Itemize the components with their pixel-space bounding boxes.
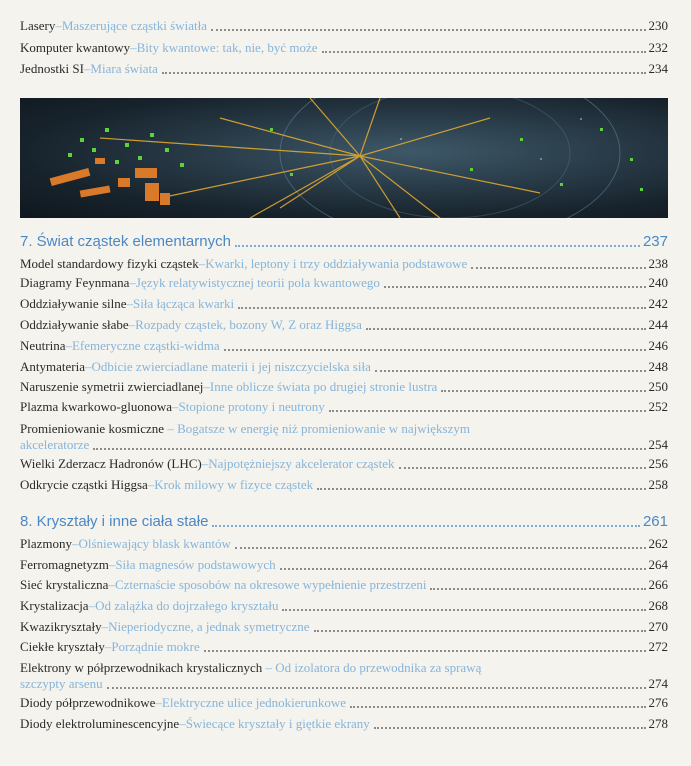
entry-separator: – [55, 18, 62, 33]
entry-separator: – [126, 296, 133, 311]
leader-dots [282, 608, 645, 611]
entry-page: 258 [648, 477, 668, 492]
entry-subtitle: Bogatsze w energię niż promieniowanie w największym [177, 421, 470, 436]
entry-page: 230 [648, 18, 668, 33]
leader-dots [375, 369, 646, 372]
toc-entry [20, 317, 668, 333]
entry-subtitle: Nieperiodyczne, a jednak symetryczne [108, 619, 310, 634]
chapter-title: 7. Świat cząstek elementarnych [20, 233, 231, 250]
toc-entry [20, 379, 668, 395]
entry-separator: – [83, 61, 91, 76]
toc-entry-komputer [20, 40, 668, 56]
entry-title: Kwazikryształy [20, 619, 102, 634]
entry-page: 278 [648, 716, 668, 731]
toc-entry [20, 456, 668, 472]
toc-entry [20, 275, 668, 291]
entry-subtitle: Krok milowy w fizyce cząstek [154, 477, 314, 492]
leader-dots [471, 266, 645, 269]
entry-subtitle: Od zalążka do dojrzałego kryształu [95, 598, 279, 613]
chapter-title: 8. Kryształy i inne ciała stałe [20, 513, 209, 530]
entry-title: Diagramy Feynmana [20, 275, 130, 290]
entry-page: 268 [648, 598, 668, 613]
chapter-page: 237 [642, 233, 668, 250]
leader-dots [441, 389, 645, 392]
entry-separator: – [147, 477, 155, 492]
entry-page: 262 [648, 536, 668, 551]
entry-subtitle: Odbicie zwierciadlane materii i jej niszczycielska siła [91, 359, 371, 374]
entry-separator: – [129, 275, 136, 290]
entry-page: 256 [648, 456, 668, 471]
entry-separator: – [201, 456, 209, 471]
toc-entry [20, 338, 668, 354]
entry-subtitle-continued: akceleratorze [20, 437, 90, 452]
entry-title: Lasery [20, 18, 56, 33]
entry-subtitle: Maszerujące cząstki światła [61, 18, 207, 33]
leader-dots [211, 28, 646, 31]
entry-subtitle: Najpotężniejszy akcelerator cząstek [208, 456, 395, 471]
leader-dots [366, 327, 646, 330]
entry-title: Diody półprzewodnikowe [20, 695, 156, 710]
entry-separator: – [88, 598, 96, 613]
entry-page: 276 [648, 695, 668, 710]
chapter-page: 261 [642, 513, 668, 530]
entry-title: Wielki Zderzacz Hadronów (LHC) [20, 456, 202, 471]
toc-entry [20, 695, 668, 711]
entry-page: 264 [648, 557, 668, 572]
entry-title: Krystalizacja [20, 598, 89, 613]
entry-separator: – [130, 40, 137, 55]
toc-entry [20, 619, 668, 635]
entry-subtitle: Efemeryczne cząstki-widma [71, 338, 220, 353]
leader-dots [350, 705, 646, 708]
leader-dots [93, 447, 645, 450]
toc-entry [20, 359, 668, 375]
entry-title: Plazma kwarkowo-gluonowa [20, 399, 172, 414]
leader-dots [235, 546, 646, 549]
entry-page: 272 [648, 639, 668, 654]
leader-dots [374, 726, 646, 729]
toc-entry [20, 296, 668, 312]
leader-dots [314, 629, 646, 632]
entry-page: 246 [648, 338, 668, 353]
toc-entry [20, 256, 668, 272]
entry-separator: – [203, 379, 210, 394]
toc-entry [20, 716, 668, 732]
leader-dots [107, 686, 646, 689]
toc-entry [20, 660, 668, 692]
entry-page: 232 [648, 40, 668, 55]
leader-dots [204, 649, 646, 652]
leader-dots [235, 244, 640, 247]
entry-title: Oddziaływanie silne [20, 296, 127, 311]
entry-subtitle: Świecące kryształy i giętkie ekrany [185, 716, 370, 731]
entry-subtitle: Od izolatora do przewodnika za sprawą [275, 660, 482, 675]
entry-title: Promieniowanie kosmiczne [20, 421, 165, 436]
entry-page: 244 [648, 317, 668, 332]
entry-subtitle: Siła magnesów podstawowych [115, 557, 276, 572]
entry-separator: – [104, 639, 112, 654]
collision-graphic [20, 98, 668, 218]
entry-separator: – [164, 421, 178, 436]
toc-entry-lasery [20, 18, 668, 34]
entry-separator: – [155, 695, 162, 710]
entry-separator: – [84, 359, 92, 374]
entry-title: Odkrycie cząstki Higgsa [20, 477, 148, 492]
chapter-7-heading [20, 233, 668, 251]
entry-subtitle-continued: szczypty arsenu [20, 676, 103, 691]
entry-title: Elektrony w półprzewodnikach krystalicznych [20, 660, 263, 675]
toc-entry [20, 577, 668, 593]
entry-separator: – [179, 716, 186, 731]
entry-title: Model standardowy fizyki cząstek [20, 256, 199, 271]
leader-dots [317, 487, 645, 490]
entry-page: 238 [648, 256, 668, 271]
entry-title: Sieć krystaliczna [20, 577, 109, 592]
entry-separator: – [65, 338, 72, 353]
entry-page: 254 [648, 437, 668, 452]
entry-page: 270 [648, 619, 668, 634]
entry-title: Diody elektroluminescencyjne [20, 716, 180, 731]
entry-separator: – [108, 577, 115, 592]
entry-separator: – [72, 536, 79, 551]
entry-separator: – [128, 317, 136, 332]
leader-dots [430, 587, 645, 590]
leader-dots [238, 306, 645, 309]
toc-entry [20, 399, 668, 415]
entry-page: 274 [648, 676, 668, 691]
entry-subtitle: Język relatywistycznej teorii pola kwantowego [135, 275, 380, 290]
toc-entry [20, 477, 668, 493]
entry-subtitle: Stopione protony i neutrony [178, 399, 325, 414]
entry-page: 242 [648, 296, 668, 311]
entry-title: Naruszenie symetrii zwierciadlanej [20, 379, 204, 394]
entry-separator: – [198, 256, 206, 271]
toc-entry [20, 639, 668, 655]
toc-entry [20, 536, 668, 552]
entry-page: 240 [648, 275, 668, 290]
entry-subtitle: Olśniewający blask kwantów [78, 536, 231, 551]
entry-subtitle: Kwarki, leptony i trzy oddziaływania podstawowe [205, 256, 468, 271]
leader-dots [399, 466, 646, 469]
leader-dots [384, 285, 646, 288]
entry-title: Neutrina [20, 338, 66, 353]
leader-dots [329, 409, 646, 412]
leader-dots [224, 348, 646, 351]
toc-entry-jednostki [20, 61, 668, 77]
entry-page: 266 [648, 577, 668, 592]
entry-subtitle: Czternaście sposobów na okresowe wypełnienie przestrzeni [114, 577, 427, 592]
particle-collision-image [20, 98, 668, 218]
entry-separator: – [262, 660, 276, 675]
entry-title: Jednostki SI [20, 61, 84, 76]
entry-separator: – [172, 399, 179, 414]
entry-subtitle: Elektryczne ulice jednokierunkowe [161, 695, 346, 710]
entry-title: Komputer kwantowy [20, 40, 131, 55]
entry-subtitle: Siła łącząca kwarki [133, 296, 235, 311]
toc-entry [20, 557, 668, 573]
entry-subtitle: Miara świata [90, 61, 158, 76]
entry-subtitle: Bity kwantowe: tak, nie, być może [136, 40, 318, 55]
toc-entry [20, 421, 668, 453]
entry-separator: – [108, 557, 116, 572]
leader-dots [212, 524, 640, 527]
entry-title: Oddziaływanie słabe [20, 317, 129, 332]
leader-dots [322, 50, 646, 53]
toc-entry [20, 598, 668, 614]
entry-title: Ferromagnetyzm [20, 557, 109, 572]
leader-dots [280, 567, 646, 570]
entry-subtitle: Rozpady cząstek, bozony W, Z oraz Higgsa [135, 317, 362, 332]
leader-dots [162, 71, 646, 74]
entry-page: 248 [648, 359, 668, 374]
entry-title: Ciekłe kryształy [20, 639, 105, 654]
entry-title: Plazmony [20, 536, 72, 551]
entry-subtitle: Porządnie mokre [111, 639, 200, 654]
entry-separator: – [101, 619, 109, 634]
entry-title: Antymateria [20, 359, 85, 374]
entry-page: 252 [648, 399, 668, 414]
chapter-8-heading [20, 513, 668, 531]
entry-page: 234 [648, 61, 668, 76]
entry-subtitle: Inne oblicze świata po drugiej stronie lustra [209, 379, 438, 394]
entry-page: 250 [648, 379, 668, 394]
